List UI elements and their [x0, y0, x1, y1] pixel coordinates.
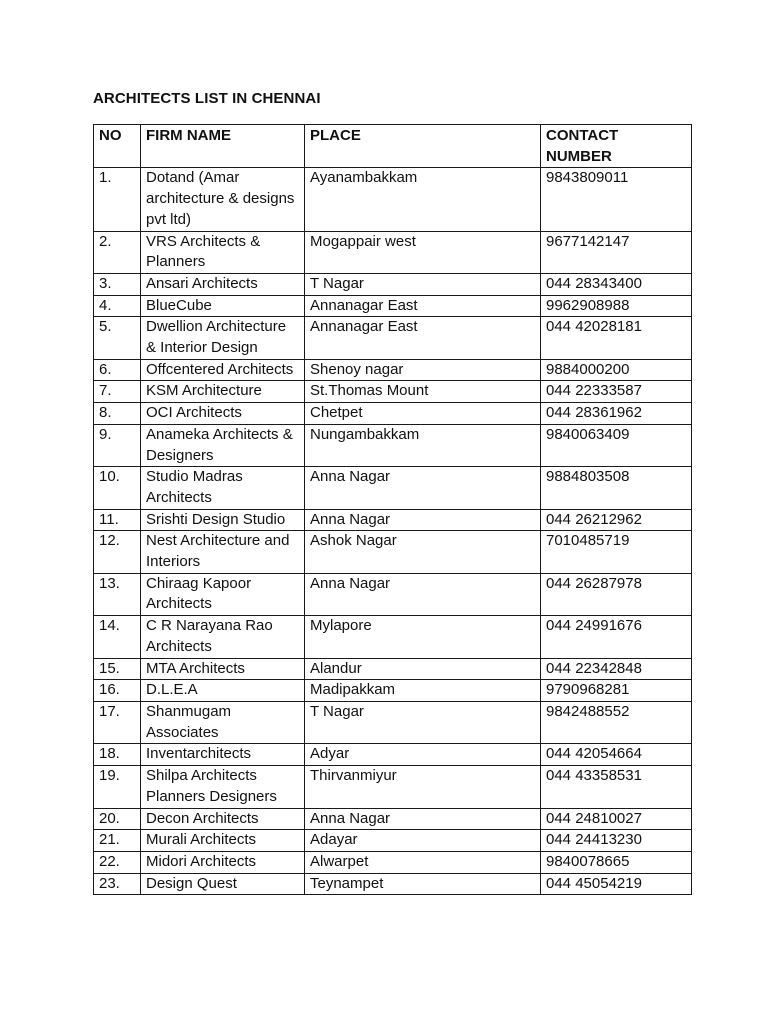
cell-no: 21.	[94, 830, 141, 852]
cell-place: Mogappair west	[305, 231, 541, 273]
cell-firm-name: VRS Architects & Planners	[141, 231, 305, 273]
table-row	[94, 830, 692, 852]
cell-firm-name: Design Quest	[141, 873, 305, 895]
cell-place: Anna Nagar	[305, 573, 541, 615]
cell-contact-number: 044 24413230	[541, 830, 692, 852]
cell-no: 12.	[94, 531, 141, 573]
cell-place: Ashok Nagar	[305, 531, 541, 573]
cell-firm-name: Dwellion Architecture & Interior Design	[141, 317, 305, 359]
cell-firm-name: C R Narayana Rao Architects	[141, 616, 305, 658]
table-row	[94, 359, 692, 381]
cell-contact-number: 044 26212962	[541, 509, 692, 531]
table-header-row	[94, 125, 692, 168]
table-row	[94, 658, 692, 680]
cell-firm-name: Anameka Architects & Designers	[141, 424, 305, 466]
cell-contact-number: 044 42028181	[541, 317, 692, 359]
cell-place: Adayar	[305, 830, 541, 852]
cell-place: Anna Nagar	[305, 509, 541, 531]
cell-contact-number: 044 24810027	[541, 808, 692, 830]
cell-no: 13.	[94, 573, 141, 615]
table-row	[94, 744, 692, 766]
table-row	[94, 273, 692, 295]
table-row	[94, 573, 692, 615]
cell-firm-name: BlueCube	[141, 295, 305, 317]
cell-firm-name: Dotand (Amar architecture & designs pvt ltd)	[141, 168, 305, 231]
table-row	[94, 467, 692, 509]
table-row	[94, 873, 692, 895]
cell-contact-number: 7010485719	[541, 531, 692, 573]
cell-place: Madipakkam	[305, 680, 541, 702]
cell-firm-name: Offcentered Architects	[141, 359, 305, 381]
cell-firm-name: Midori Architects	[141, 851, 305, 873]
cell-place: Nungambakkam	[305, 424, 541, 466]
header-contact-number: CONTACT NUMBER	[541, 125, 692, 168]
cell-contact-number: 9962908988	[541, 295, 692, 317]
cell-contact-number: 9840063409	[541, 424, 692, 466]
cell-firm-name: Shilpa Architects Planners Designers	[141, 766, 305, 808]
cell-no: 5.	[94, 317, 141, 359]
cell-contact-number: 9843809011	[541, 168, 692, 231]
cell-firm-name: Decon Architects	[141, 808, 305, 830]
table-row	[94, 403, 692, 425]
cell-contact-number: 044 24991676	[541, 616, 692, 658]
cell-no: 19.	[94, 766, 141, 808]
cell-contact-number: 044 28343400	[541, 273, 692, 295]
header-place: PLACE	[305, 125, 541, 168]
cell-place: Mylapore	[305, 616, 541, 658]
table-row	[94, 766, 692, 808]
cell-place: Chetpet	[305, 403, 541, 425]
cell-no: 23.	[94, 873, 141, 895]
cell-no: 11.	[94, 509, 141, 531]
cell-no: 8.	[94, 403, 141, 425]
cell-no: 7.	[94, 381, 141, 403]
cell-place: Shenoy nagar	[305, 359, 541, 381]
cell-firm-name: Inventarchitects	[141, 744, 305, 766]
cell-firm-name: D.L.E.A	[141, 680, 305, 702]
cell-firm-name: OCI Architects	[141, 403, 305, 425]
cell-contact-number: 044 45054219	[541, 873, 692, 895]
cell-contact-number: 044 22333587	[541, 381, 692, 403]
cell-place: T Nagar	[305, 273, 541, 295]
header-no: NO	[94, 125, 141, 168]
cell-no: 16.	[94, 680, 141, 702]
cell-firm-name: Nest Architecture and Interiors	[141, 531, 305, 573]
cell-place: Thirvanmiyur	[305, 766, 541, 808]
cell-firm-name: Studio Madras Architects	[141, 467, 305, 509]
cell-contact-number: 044 28361962	[541, 403, 692, 425]
cell-contact-number: 044 42054664	[541, 744, 692, 766]
cell-contact-number: 044 22342848	[541, 658, 692, 680]
cell-place: St.Thomas Mount	[305, 381, 541, 403]
cell-contact-number: 9790968281	[541, 680, 692, 702]
table-row	[94, 231, 692, 273]
table-row	[94, 531, 692, 573]
cell-place: Alwarpet	[305, 851, 541, 873]
cell-no: 10.	[94, 467, 141, 509]
cell-no: 6.	[94, 359, 141, 381]
cell-firm-name: Srishti Design Studio	[141, 509, 305, 531]
table-row	[94, 808, 692, 830]
cell-no: 17.	[94, 701, 141, 743]
cell-no: 20.	[94, 808, 141, 830]
cell-no: 22.	[94, 851, 141, 873]
table-row	[94, 851, 692, 873]
cell-firm-name: Shanmugam Associates	[141, 701, 305, 743]
architects-table	[93, 124, 692, 895]
table-row	[94, 168, 692, 231]
table-row	[94, 509, 692, 531]
cell-contact-number: 9842488552	[541, 701, 692, 743]
cell-place: Annanagar East	[305, 317, 541, 359]
table-row	[94, 680, 692, 702]
cell-no: 3.	[94, 273, 141, 295]
cell-firm-name: Chiraag Kapoor Architects	[141, 573, 305, 615]
document-title: ARCHITECTS LIST IN CHENNAI	[93, 90, 321, 107]
table-row	[94, 701, 692, 743]
cell-contact-number: 044 43358531	[541, 766, 692, 808]
table-row	[94, 317, 692, 359]
cell-contact-number: 9884000200	[541, 359, 692, 381]
cell-no: 18.	[94, 744, 141, 766]
cell-firm-name: MTA Architects	[141, 658, 305, 680]
table-row	[94, 295, 692, 317]
table-row	[94, 381, 692, 403]
cell-place: Adyar	[305, 744, 541, 766]
cell-no: 2.	[94, 231, 141, 273]
cell-firm-name: KSM Architecture	[141, 381, 305, 403]
cell-place: Ayanambakkam	[305, 168, 541, 231]
cell-no: 9.	[94, 424, 141, 466]
cell-place: Alandur	[305, 658, 541, 680]
cell-contact-number: 9884803508	[541, 467, 692, 509]
table-row	[94, 616, 692, 658]
cell-no: 14.	[94, 616, 141, 658]
cell-firm-name: Murali Architects	[141, 830, 305, 852]
cell-place: Anna Nagar	[305, 808, 541, 830]
cell-no: 15.	[94, 658, 141, 680]
cell-no: 1.	[94, 168, 141, 231]
cell-no: 4.	[94, 295, 141, 317]
cell-place: T Nagar	[305, 701, 541, 743]
cell-firm-name: Ansari Architects	[141, 273, 305, 295]
cell-place: Teynampet	[305, 873, 541, 895]
table-row	[94, 424, 692, 466]
cell-contact-number: 044 26287978	[541, 573, 692, 615]
cell-contact-number: 9840078665	[541, 851, 692, 873]
cell-place: Anna Nagar	[305, 467, 541, 509]
cell-contact-number: 9677142147	[541, 231, 692, 273]
header-firm-name: FIRM NAME	[141, 125, 305, 168]
cell-place: Annanagar East	[305, 295, 541, 317]
